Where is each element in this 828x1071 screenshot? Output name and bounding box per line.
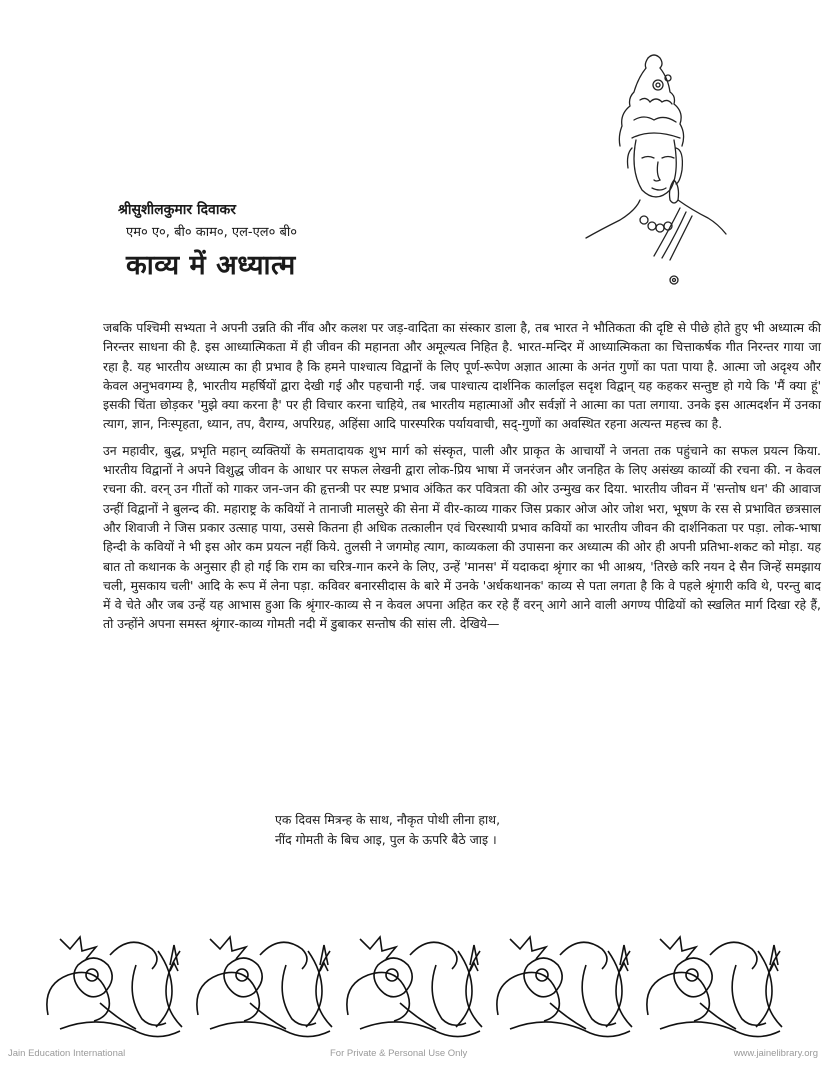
article-body bbox=[103, 318, 821, 641]
page-footer bbox=[0, 1048, 828, 1064]
floral-scroll-border-icon bbox=[40, 925, 800, 1040]
footer-usage-notice: For Private & Personal Use Only bbox=[330, 1048, 468, 1059]
author-degrees: एम० ए०, बी० काम०, एल-एल० बी० bbox=[126, 225, 298, 240]
author-name: श्रीसुशीलकुमार दिवाकर bbox=[118, 202, 236, 218]
footer-publisher: Jain Education International bbox=[8, 1048, 126, 1059]
paragraph-1: जबकि पश्चिमी सभ्यता ने अपनी उन्नति की नींव और कलश पर जड़-वादिता का संस्कार डाला है, तब भारत ने भौतिकता की दृष्टि से पीछे होते हुए भी अध्यात्म की निरन्तर साधना की है. इस आध्यात्मिकता में ही जीवन की महानता और अमूल्यत्व निहित है. भारत-मन्दिर में आध्यात्मिकता का चित्ताकर्षक गीत निरन्तर गाया जा रहा है. यह भारतीय अध्यात्म का ही प्रभाव है कि हमने पाश्चात्य विद्वानों के लिए पूर्ण-रूपेण अज्ञात आत्मा के अनंत गुणों का पता पाया है. आत्मा जो अदृश्य और केवल अनुभवगम्य है, भारतीय महर्षियों द्वारा देखी गई और पहचानी गई. जब पाश्चात्य दार्शनिक कार्लाइल सदृश विद्वान् यह कहकर सन्तुष्ट हो गये कि 'मैं क्या हूं' इसकी चिंता छोड़कर 'मुझे क्या करना है' पर ही विचार करना चाहिये, तब भारतीय महात्माओं और सर्वज्ञों ने आत्मा का पता लगाया. उनके इस आत्मदर्शन में उनका त्याग, ज्ञान, निःस्पृहता, ध्यान, तप, वैराग्य, अपरिग्रह, अहिंसा आदि पारस्परिक पर्यायवाची, सद्-गुणों का अवस्थित रहना अत्यन्त महत्त्व का है. bbox=[103, 320, 821, 432]
verse-line-2: नींद गोमती के बिच आइ, पुल के ऊपरि बैठे जाइ । bbox=[275, 832, 497, 847]
article-title: काव्य में अध्यात्म bbox=[126, 250, 296, 281]
paragraph-2: उन महावीर, बुद्ध, प्रभृति महान् व्यक्तियों के समतादायक शुभ मार्ग को संस्कृत, पाली और प्राकृत के आचार्यों ने जनता तक पहुंचाने का सफल प्रयत्न किया. भारतीय विद्वानों ने अपने विशुद्ध जीवन के आधार पर सफल लेखनी द्वारा लोक-प्रिय भाषा में जनरंजन और जनहित के लिए असंख्य काव्यों की रचना की. न केवल रचना की. वरन् उन गीतों को गाकर जन-जन की हृत्तन्त्री पर स्पष्ट प्रभाव अंकित कर पवित्रता की ओर उन्मुख कर दिया. भारतीय जीवन में 'सन्तोष धन' की आवाज उन्हीं विद्वानों ने बुलन्द की. महाराष्ट्र के कवियों ने तानाजी मालसुरे की सेना में वीर-काव्य गाकर जिस प्रकार ओज ओर जोश भरा, भूषण के रस से प्रभावित छत्रसाल और शिवाजी ने जिस प्रकार उत्साह पाया, उससे कितना ही अधिक तत्कालीन एवं चिरस्थायी प्रभाव कवियों का भारतीय जीवन की दार्शनिकता पर पड़ा. लोक-भाषा हिन्दी के कवियों ने भी इस ओर कम प्रयत्न नहीं किये. तुलसी ने जगमोह त्याग, काव्यकला की उपासना कर अध्यात्म की ओर ही अपनी प्रतिभा-शकट को मोड़ा. यह बात तो कथानक के अनुसार ही हो गई कि राम का चरित्र-गान करने के लिए, उन्हें 'मानस' में यदाकदा श्रृंगार का भी आश्रय, 'तिरछे करि नयन दे सैन जिन्हें समझाय चली, मुसकाय चली' आदि के रूप में लेना पड़ा. कविवर बनारसीदास के बारे में उनके 'अर्धकथानक' काव्य से पता लगता है कि वे पहले श्रृंगारी कवि थे, परन्तु बाद में वे चेते और जब उन्हें यह आभास हुआ कि श्रृंगार-काव्य से न केवल अपना अहित कर रहे हैं वरन् आगे आने वाली अगण्य पीढियों को स्खलित मार्ग दिखा रहे हैं, तो उन्होंने अपना समस्त श्रृंगार-काव्य गोमती नदी में डुबाकर सन्तोष की सांस ली. देखिये— bbox=[103, 442, 821, 632]
verse-quote bbox=[275, 810, 500, 850]
footer-website-link[interactable]: www.jainelibrary.org bbox=[733, 1048, 818, 1059]
verse-line-1: एक दिवस मित्रन्ह के साथ, नौकृत पोथी लीना हाथ, bbox=[275, 812, 501, 827]
deity-portrait-icon bbox=[570, 40, 730, 290]
article-header bbox=[118, 200, 297, 284]
